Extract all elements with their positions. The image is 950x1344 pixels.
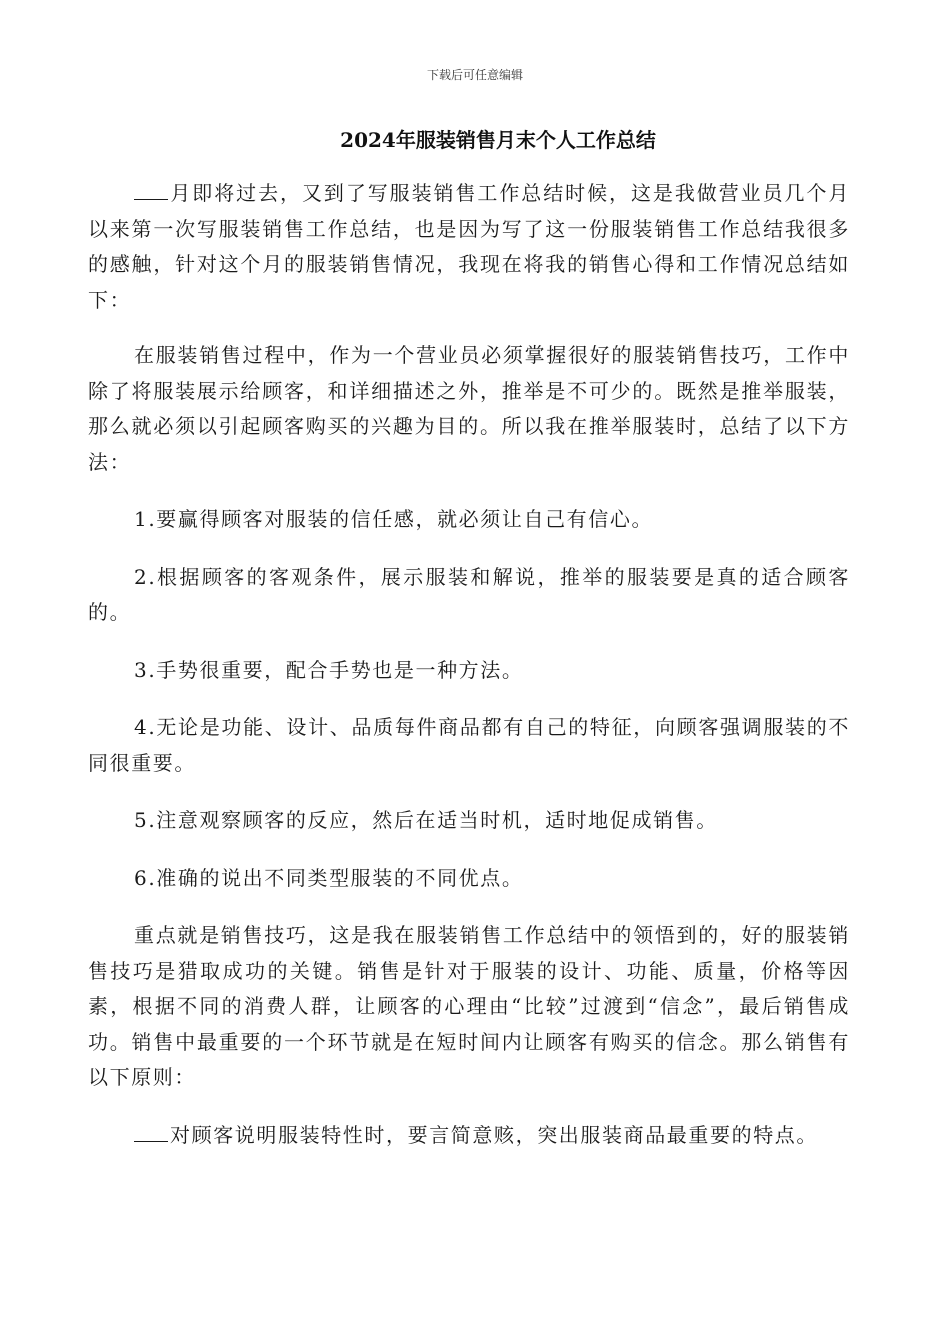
list-item-2	[88, 560, 850, 631]
paragraph-text: 4.无论是功能、设计、品质每件商品都有自己的特征，向顾客强调服装的不同很重要。	[88, 715, 850, 775]
paragraph-text: 对顾客说明服装特性时，要言简意赅，突出服装商品最重要的特点。	[170, 1122, 818, 1147]
blank-underline	[134, 1123, 168, 1142]
paragraph-text: 5.注意观察顾客的反应，然后在适当时机，适时地促成销售。	[134, 808, 718, 832]
list-item-5	[88, 803, 850, 839]
paragraph-intro	[88, 176, 850, 318]
paragraph-text: 月即将过去，又到了写服装销售工作总结时候，这是我做营业员几个月以来第一次写服装销售工作总结，也是因为写了这一份服装销售工作总结我很多的感触，针对这个月的服装销售情况，我现在将我的销售心得和工作情况总结如下：	[88, 181, 850, 312]
paragraph-text: 重点就是销售技巧，这是我在服装销售工作总结中的领悟到的，好的服装销售技巧是猎取成功的关键。销售是针对于服装的设计、功能、质量，价格等因素，根据不同的消费人群，让顾客的心理由“比较”过渡到“信念”，最后销售成功。销售中最重要的一个环节就是在短时间内让顾客有购买的信念。那么销售有以下原则：	[88, 923, 850, 1089]
list-item-1	[88, 502, 850, 538]
document-title: 2024年服装销售月末个人工作总结	[340, 128, 656, 152]
blank-underline	[134, 181, 168, 200]
list-item-6	[88, 861, 850, 897]
paragraph-text: 在服装销售过程中，作为一个营业员必须掌握很好的服装销售技巧，工作中除了将服装展示给顾客，和详细描述之外，推举是不可少的。既然是推举服装，那么就必须以引起顾客购买的兴趣为目的。所以我在推举服装时，总结了以下方法：	[88, 343, 850, 474]
paragraph-text: 1.要赢得顾客对服装的信任感，就必须让自己有信心。	[134, 507, 654, 531]
paragraph-text: 3.手势很重要，配合手势也是一种方法。	[134, 657, 524, 682]
document-body	[88, 176, 850, 1153]
paragraph-principle-1	[88, 1118, 850, 1154]
paragraph-methods-intro	[88, 338, 850, 480]
list-item-4	[88, 710, 850, 781]
list-item-3	[88, 653, 850, 689]
header-note: 下载后可任意编辑	[426, 68, 523, 82]
paragraph-sales-skills	[88, 918, 850, 1096]
paragraph-text: 2.根据顾客的客观条件，展示服装和解说，推举的服装要是真的适合顾客的。	[88, 564, 850, 624]
paragraph-text: 6.准确的说出不同类型服装的不同优点。	[134, 865, 524, 890]
